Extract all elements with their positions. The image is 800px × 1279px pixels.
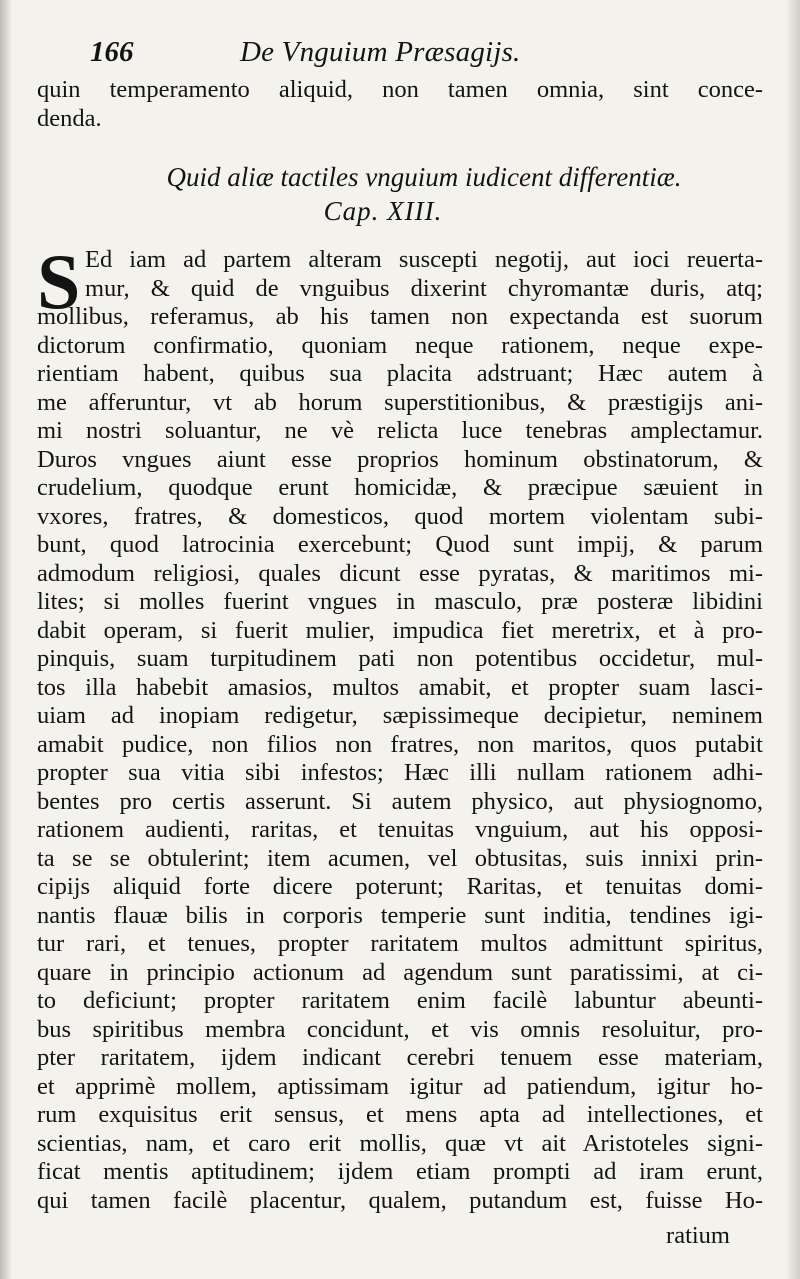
catchword: ratium [666, 1222, 730, 1249]
text-line: rationem audienti, raritas, et tenuitas vnguium, aut his opposi- [37, 816, 763, 843]
text-line: quare in principio actionum ad agendum sunt paratissimi, at ci- [37, 958, 763, 986]
text-line: me afferuntur, vt ab horum superstitionibus, & præstigijs ani- [37, 388, 763, 416]
text-line: ta se se obtulerint; item acumen, vel obtusitas, suis innixi prin- [37, 844, 763, 872]
text-line: bus spiritibus membra concidunt, et vis omnis resoluitur, pro- [37, 1015, 763, 1043]
text-line: cipijs aliquid forte dicere poterunt; Raritas, et tenuitas domi- [37, 873, 763, 900]
body-text [37, 238, 763, 1215]
intro-paragraph [37, 76, 763, 133]
text-line: et apprimè mollem, aptissimam igitur ad patiendum, igitur ho- [37, 1072, 763, 1100]
text-line: pinquis, suam turpitudinem pati non potentibus occidetur, mul- [37, 645, 763, 672]
text-line: quin temperamento aliquid, non tamen omnia, sint conce- [37, 76, 763, 103]
text-line: dabit operam, si fuerit mulier, impudica fiet meretrix, et à pro- [37, 616, 763, 644]
text-line: mur, & quid de vnguibus dixerint chyromantæ duris, atq; [85, 274, 763, 302]
text-line: mi nostri soluantur, ne vè relicta luce tenebras amplectamur. [37, 417, 763, 444]
running-title: De Vnguium Præsagijs. [240, 36, 521, 68]
running-head [90, 34, 750, 74]
text-line: Duros vngues aiunt esse proprios hominum obstinatorum, & [37, 445, 763, 473]
text-line: propter sua vitia sibi infestos; Hæc illi nullam rationem adhi- [37, 759, 763, 786]
text-line: rum exquisitus erit sensus, et mens apta ad intellectiones, et [37, 1101, 763, 1128]
text-line: amabit pudice, non filios non fratres, non maritos, quos putabit [37, 730, 763, 758]
drop-cap-initial: S [37, 238, 81, 325]
section-heading: Quid aliæ tactiles vnguium iudicent differentiæ. [166, 162, 682, 192]
text-line: bentes pro certis asserunt. Si autem physico, aut physiognomo, [37, 787, 763, 815]
text-line: crudelium, quodque erunt homicidæ, & præcipue sæuient in [37, 474, 763, 501]
text-line: Ed iam ad partem alteram suscepti negotij, aut ioci reuerta- [85, 246, 763, 273]
text-line: mollibus, referamus, ab his tamen non expectanda est suorum [37, 303, 763, 330]
text-line: qui tamen facilè placentur, qualem, putandum est, fuisse Ho- [37, 1186, 763, 1214]
section-heading-block [37, 160, 763, 228]
text-line: vxores, fratres, & domesticos, quod mortem violentam subi- [37, 502, 763, 530]
text-line: rientiam habent, quibus sua placita adstruant; Hæc autem à [37, 360, 763, 387]
text-line: scientias, nam, et caro erit mollis, quæ vt ait Aristoteles signi- [37, 1129, 763, 1157]
text-line: bunt, quod latrocinia exercebunt; Quod sunt impij, & parum [37, 531, 763, 558]
text-line: denda. [37, 104, 102, 132]
text-line: dictorum confirmatio, quoniam neque rationem, neque expe- [37, 331, 763, 359]
text-line: tos illa habebit amasios, multos amabit, et propter suam lasci- [37, 673, 763, 701]
chapter-label: Cap. XIII. [323, 196, 443, 226]
text-line: to deficiunt; propter raritatem enim facilè labuntur abeunti- [37, 987, 763, 1014]
text-line: tur rari, et tenues, propter raritatem multos admittunt spiritus, [37, 930, 763, 957]
text-line: nantis flauæ bilis in corporis temperie sunt inditia, tendines igi- [37, 901, 763, 929]
text-line: lites; si molles fuerint vngues in masculo, præ posteræ libidini [37, 588, 763, 615]
text-line: pter raritatem, ijdem indicant cerebri tenuem esse materiam, [37, 1044, 763, 1071]
text-line: uiam ad inopiam redigetur, sæpissimeque decipietur, neminem [37, 702, 763, 729]
text-line: ficat mentis aptitudinem; ijdem etiam prompti ad iram erunt, [37, 1158, 763, 1185]
text-line: admodum religiosi, quales dicunt esse pyratas, & maritimos mi- [37, 559, 763, 587]
page-number: 166 [90, 36, 134, 68]
